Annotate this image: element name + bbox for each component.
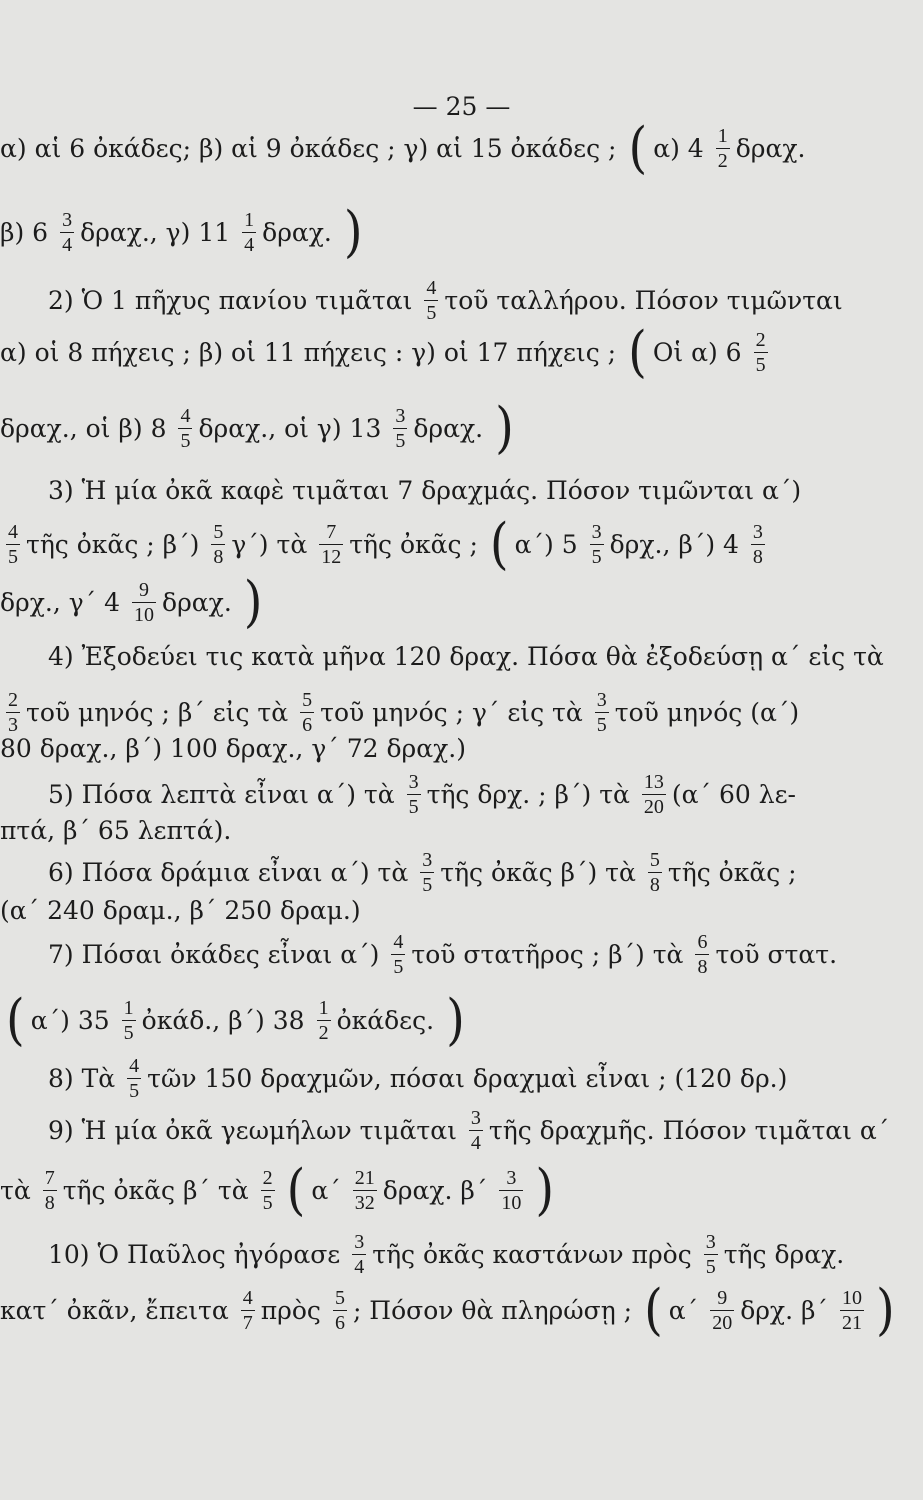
- text-line: [48, 924, 843, 984]
- fraction-denominator: 5: [123, 1021, 134, 1044]
- text-run: α΄) 5: [514, 529, 578, 559]
- text-line: [48, 1048, 793, 1108]
- text-run: 80 δραχ., β΄) 100 δραχ., γ΄ 72 δραχ.): [0, 733, 466, 763]
- fraction-denominator: 5: [422, 873, 433, 896]
- text-line: [0, 987, 471, 1053]
- fraction-numerator: 1: [717, 124, 728, 147]
- text-run: α΄: [311, 1175, 341, 1205]
- text-run: α΄) 35: [30, 1005, 110, 1035]
- fraction: [132, 580, 156, 625]
- text-run: 7) Πόσαι ὀκάδες εἶναι α΄): [48, 939, 380, 969]
- fraction-numerator: 4: [426, 276, 437, 299]
- fraction-numerator: 3: [752, 520, 763, 543]
- text-line: [48, 626, 890, 686]
- text-run: ὀκάδ., β΄) 38: [141, 1005, 305, 1035]
- bracket: ): [243, 569, 263, 635]
- fraction-numerator: 9: [139, 578, 150, 601]
- text-run: δραχ.: [262, 217, 332, 247]
- fraction: [391, 932, 405, 977]
- fraction-denominator: 5: [705, 1255, 716, 1278]
- text-run: τοῦ μηνός (α΄): [614, 697, 800, 727]
- text-run: α) αἱ 6 ὀκάδες; β) αἱ 9 ὀκάδες ; γ) αἱ 15 ὀκάδες ;: [0, 133, 617, 163]
- fraction-denominator: 4: [62, 233, 73, 256]
- text-run: τῆς ὀκᾶς ; β΄): [26, 529, 200, 559]
- fraction-numerator: 1: [244, 208, 255, 231]
- fraction: [424, 278, 438, 323]
- text-run: τῆς ὀκᾶς β΄ τὰ: [62, 1175, 249, 1205]
- text-run: τῆς δραχμῆς. Πόσον τιμᾶται α΄: [488, 1115, 890, 1145]
- fraction-denominator: 4: [244, 233, 255, 256]
- fraction-denominator: 6: [334, 1311, 345, 1334]
- fraction: [178, 406, 192, 451]
- fraction: [261, 1168, 275, 1213]
- fraction: [407, 772, 421, 817]
- text-run: 9) Ἡ μία ὀκᾶ γεωμήλων τιμᾶται: [48, 1115, 457, 1145]
- bracket: (: [489, 511, 509, 577]
- text-run: γ΄) τὰ: [231, 529, 308, 559]
- fraction-denominator: 5: [393, 955, 404, 978]
- text-run: 2) Ὁ 1 πῆχυς πανίου τιμᾶται: [48, 285, 413, 315]
- fraction-numerator: 2: [755, 328, 766, 351]
- fraction: [840, 1288, 864, 1333]
- text-line: [0, 511, 771, 577]
- fraction-numerator: 5: [302, 688, 313, 711]
- text-line: [0, 395, 520, 461]
- fraction-denominator: 2: [717, 149, 728, 172]
- text-run: τῆς ὀκᾶς ;: [349, 529, 478, 559]
- fraction-denominator: 5: [591, 545, 602, 568]
- fraction-denominator: 5: [426, 301, 437, 324]
- fraction-denominator: 3: [8, 713, 18, 736]
- fraction: [716, 126, 730, 171]
- text-run: 4) Ἐξοδεύει τις κατὰ μῆνα 120 δραχ. Πόσα θὰ ἐξοδεύσῃ α΄ εἰς τὰ: [48, 641, 884, 671]
- fraction-numerator: 3: [506, 1166, 517, 1189]
- fraction: [642, 772, 666, 817]
- text-run: κατ΄ ὀκᾶν, ἔπειτα: [0, 1295, 229, 1325]
- fraction-numerator: 2: [8, 688, 18, 711]
- text-run: (α΄ 240 δραμ., β΄ 250 δραμ.): [0, 895, 361, 925]
- bracket: ): [535, 1157, 555, 1223]
- text-run: (α΄ 60 λε-: [671, 779, 797, 809]
- text-line: [0, 1277, 901, 1343]
- fraction-numerator: 7: [44, 1166, 55, 1189]
- fraction-denominator: 32: [354, 1191, 375, 1214]
- text-line: [48, 1100, 895, 1160]
- fraction-denominator: 10: [134, 603, 155, 626]
- text-run: 3) Ἡ μία ὀκᾶ καφὲ τιμᾶται 7 δραχμάς. Πόσον τιμῶνται α΄): [48, 475, 802, 505]
- fraction-numerator: 9: [717, 1286, 728, 1309]
- fraction-denominator: 8: [697, 955, 708, 978]
- fraction-denominator: 21: [841, 1311, 862, 1334]
- fraction: [127, 1056, 141, 1101]
- text-run: τῆς ὀκᾶς ;: [667, 857, 797, 887]
- fraction: [242, 210, 256, 255]
- bracket: ): [446, 987, 465, 1053]
- fraction: [241, 1288, 255, 1333]
- fraction-numerator: 3: [354, 1230, 365, 1253]
- fraction: [393, 406, 407, 451]
- text-run: 10) Ὁ Παῦλος ἠγόρασε: [48, 1239, 341, 1269]
- text-run: τοῦ μηνός ; γ΄ εἰς τὰ: [320, 697, 583, 727]
- fraction: [319, 522, 343, 567]
- text-line: [0, 319, 774, 385]
- text-run: δραχ., γ) 11: [80, 217, 231, 247]
- fraction: [333, 1288, 347, 1333]
- text-run: τῆς ὀκᾶς β΄) τὰ: [440, 857, 636, 887]
- fraction-denominator: 8: [213, 545, 224, 568]
- fraction-numerator: 1: [318, 996, 329, 1019]
- fraction-numerator: 6: [697, 930, 708, 953]
- text-run: πτά, β΄ 65 λεπτά).: [0, 815, 232, 845]
- text-run: τοῦ μηνός ; β΄ εἰς τὰ: [26, 697, 289, 727]
- fraction: [469, 1108, 483, 1153]
- text-run: δρχ., γ΄ 4: [0, 587, 121, 617]
- text-run: α΄: [668, 1295, 699, 1325]
- text-run: τῶν 150 δραχμῶν, πόσαι δραχμαὶ εἶναι ; (120 δρ.): [147, 1063, 788, 1093]
- fraction-denominator: 8: [649, 873, 660, 896]
- text-run: 8) Τὰ: [48, 1063, 116, 1093]
- fraction-numerator: 3: [422, 848, 433, 871]
- fraction: [122, 998, 136, 1043]
- fraction: [317, 998, 331, 1043]
- text-run: δραχ. β΄: [382, 1175, 488, 1205]
- fraction-denominator: 4: [354, 1255, 365, 1278]
- fraction-numerator: 4: [180, 404, 191, 427]
- text-run: β) 6: [0, 217, 49, 247]
- fraction-denominator: 6: [302, 713, 313, 736]
- text-line: [0, 1157, 560, 1223]
- fraction-numerator: 3: [395, 404, 406, 427]
- text-run: τῆς δραχ.: [723, 1239, 845, 1269]
- fraction-denominator: 8: [752, 545, 763, 568]
- fraction: [751, 522, 765, 567]
- fraction-denominator: 5: [395, 429, 406, 452]
- text-run: α) οἱ 8 πήχεις ; β) οἱ 11 πήχεις : γ) οἱ 17 πήχεις ;: [0, 337, 617, 367]
- fraction-numerator: 4: [8, 520, 18, 543]
- text-run: ; Πόσον θὰ πληρώσῃ ;: [352, 1295, 633, 1325]
- text-run: τοῦ ταλλήρου. Πόσον τιμῶνται: [444, 285, 843, 315]
- fraction-denominator: 5: [596, 713, 607, 736]
- fraction-numerator: 3: [705, 1230, 716, 1253]
- text-run: ὀκάδες.: [336, 1005, 435, 1035]
- text-run: τοῦ στατ.: [715, 939, 838, 969]
- text-line: [0, 115, 811, 181]
- bracket: ): [875, 1277, 895, 1343]
- fraction-denominator: 2: [318, 1021, 329, 1044]
- fraction-numerator: 4: [129, 1054, 140, 1077]
- fraction-denominator: 5: [8, 545, 18, 568]
- fraction-numerator: 4: [393, 930, 404, 953]
- fraction-numerator: 7: [326, 520, 337, 543]
- fraction-numerator: 21: [354, 1166, 375, 1189]
- fraction: [60, 210, 74, 255]
- text-run: Οἱ α) 6: [652, 337, 742, 367]
- bracket: (: [628, 319, 647, 385]
- text-run: τοῦ στατῆρος ; β΄) τὰ: [411, 939, 684, 969]
- fraction-numerator: 3: [470, 1106, 481, 1129]
- fraction: [648, 850, 662, 895]
- bracket: ): [495, 395, 514, 461]
- bracket: (: [628, 115, 648, 181]
- fraction-denominator: 5: [262, 1191, 273, 1214]
- fraction: [695, 932, 709, 977]
- fraction-denominator: 10: [501, 1191, 522, 1214]
- fraction-denominator: 7: [242, 1311, 253, 1334]
- text-line: [48, 270, 849, 330]
- fraction: [43, 1168, 57, 1213]
- fraction: [420, 850, 434, 895]
- fraction-denominator: 5: [129, 1079, 140, 1102]
- fraction: [499, 1168, 523, 1213]
- text-run: δραχ., οἱ γ) 13: [198, 413, 382, 443]
- fraction-denominator: 5: [180, 429, 191, 452]
- bracket: (: [644, 1277, 663, 1343]
- text-run: τῆς δρχ. ; β΄) τὰ: [426, 779, 630, 809]
- bracket: (: [286, 1157, 306, 1223]
- fraction: [352, 1232, 366, 1277]
- fraction-numerator: 5: [649, 848, 660, 871]
- fraction: [211, 522, 225, 567]
- fraction-numerator: 2: [262, 1166, 273, 1189]
- text-line: [0, 199, 369, 265]
- fraction-denominator: 5: [408, 795, 419, 818]
- text-run: 5) Πόσα λεπτὰ εἶναι α΄) τὰ: [48, 779, 395, 809]
- fraction-denominator: 5: [755, 353, 766, 376]
- bracket: (: [6, 987, 25, 1053]
- text-run: δραχ.: [735, 133, 806, 163]
- fraction-numerator: 1: [123, 996, 134, 1019]
- text-run: δραχ.: [413, 413, 484, 443]
- fraction-numerator: 3: [591, 520, 602, 543]
- fraction-numerator: 13: [643, 770, 664, 793]
- text-run: 6) Πόσα δράμια εἶναι α΄) τὰ: [48, 857, 409, 887]
- fraction-denominator: 12: [321, 545, 342, 568]
- text-run: δρχ. β΄: [740, 1295, 828, 1325]
- fraction-numerator: 4: [242, 1286, 253, 1309]
- fraction-numerator: 5: [213, 520, 224, 543]
- fraction-numerator: 3: [596, 688, 607, 711]
- fraction-denominator: 4: [470, 1131, 481, 1154]
- fraction: [704, 1232, 718, 1277]
- fraction-denominator: 20: [712, 1311, 733, 1334]
- fraction-numerator: 10: [841, 1286, 862, 1309]
- fraction-numerator: 5: [334, 1286, 345, 1309]
- text-run: α) 4: [653, 133, 704, 163]
- text-run: δραχ., οἱ β) 8: [0, 413, 167, 443]
- fraction: [595, 690, 609, 735]
- fraction-numerator: 3: [62, 208, 73, 231]
- text-run: δρχ., β΄) 4: [609, 529, 739, 559]
- text-run: τῆς ὀκᾶς καστάνων πρὸς: [372, 1239, 692, 1269]
- fraction-numerator: 3: [408, 770, 419, 793]
- bracket: ): [343, 199, 363, 265]
- text-run: πρὸς: [260, 1295, 321, 1325]
- fraction-denominator: 20: [643, 795, 664, 818]
- fraction: [353, 1168, 377, 1213]
- fraction: [6, 522, 20, 567]
- text-line: [48, 1224, 850, 1284]
- fraction-denominator: 8: [44, 1191, 55, 1214]
- fraction: [590, 522, 604, 567]
- text-run: δραχ.: [162, 587, 232, 617]
- page-number: — 25 —: [412, 92, 511, 121]
- text-line: [48, 460, 807, 520]
- text-run: τὰ: [0, 1175, 31, 1205]
- fraction: [754, 330, 768, 375]
- text-line: [0, 569, 269, 635]
- fraction: [710, 1288, 734, 1333]
